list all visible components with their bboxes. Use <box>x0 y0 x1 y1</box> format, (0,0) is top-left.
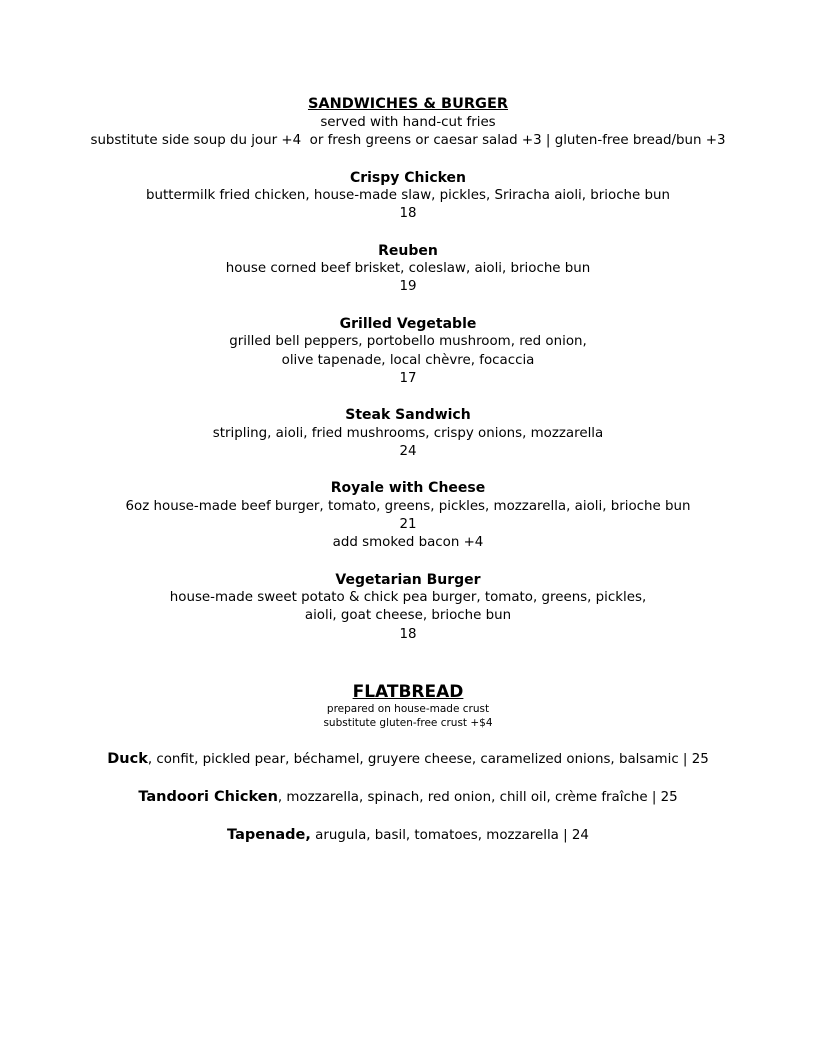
menu-item <box>0 315 816 388</box>
item-price: 21 <box>399 517 417 533</box>
item-description: house-made sweet potato & chick pea burger, tomato, greens, pickles, <box>169 590 647 606</box>
flatbread-note: prepared on house-made crust <box>326 703 490 715</box>
sandwiches-substitutions: substitute side soup du jour +4 or fresh greens or caesar salad +3 | gluten-free bread/bun +3 <box>90 133 726 149</box>
item-description-cont: aioli, goat cheese, brioche bun <box>304 608 512 624</box>
item-price: 19 <box>399 279 417 295</box>
item-name: Vegetarian Burger <box>335 571 481 588</box>
item-price: 17 <box>399 370 417 386</box>
item-description: stripling, aioli, fried mushrooms, crispy onions, mozzarella <box>212 425 604 441</box>
item-name: Crispy Chicken <box>349 169 467 186</box>
flatbread-item-description: arugula, basil, tomatoes, mozzarella | 24 <box>310 828 589 843</box>
item-description: house corned beef brisket, coleslaw, aioli, brioche bun <box>225 261 591 277</box>
menu-item <box>0 571 816 644</box>
menu-item <box>0 169 816 224</box>
item-name: Reuben <box>378 242 438 259</box>
flatbread-item-name: Duck <box>107 751 148 767</box>
menu-item <box>0 242 816 297</box>
flatbread-section <box>0 681 816 845</box>
flatbread-item-description: , confit, pickled pear, béchamel, gruyere cheese, caramelized onions, balsamic | 25 <box>147 752 709 767</box>
sandwiches-section <box>0 95 816 644</box>
item-name: Steak Sandwich <box>345 407 471 424</box>
flatbread-substitution: substitute gluten-free crust +$4 <box>323 716 493 729</box>
item-description: grilled bell peppers, portobello mushroom, red onion, <box>229 334 587 350</box>
menu-item <box>0 479 816 552</box>
item-price: 24 <box>399 443 417 459</box>
flatbread-item <box>0 826 816 845</box>
flatbread-item <box>0 788 816 807</box>
item-description: 6oz house-made beef burger, tomato, greens, pickles, mozzarella, aioli, brioche bun <box>125 498 691 514</box>
flatbread-item <box>0 750 816 769</box>
flatbread-title: FLATBREAD <box>352 682 464 702</box>
item-name: Grilled Vegetable <box>339 315 477 332</box>
sandwiches-title: SANDWICHES & BURGER <box>307 96 509 112</box>
sandwiches-subtitle: served with hand-cut fries <box>320 115 496 130</box>
flatbread-item-description: , mozzarella, spinach, red onion, chill oil, crème fraîche | 25 <box>277 790 678 805</box>
item-price: 18 <box>399 626 417 642</box>
flatbread-item-name: Tapenade, <box>227 827 311 843</box>
flatbread-item-name: Tandoori Chicken <box>138 789 278 805</box>
menu-item <box>0 406 816 461</box>
item-price: 18 <box>399 206 417 222</box>
item-description-cont: olive tapenade, local chèvre, focaccia <box>281 352 535 368</box>
item-description: buttermilk fried chicken, house-made slaw, pickles, Sriracha aioli, brioche bun <box>145 188 671 204</box>
item-name: Royale with Cheese <box>330 480 486 497</box>
item-addon: add smoked bacon +4 <box>332 535 484 551</box>
